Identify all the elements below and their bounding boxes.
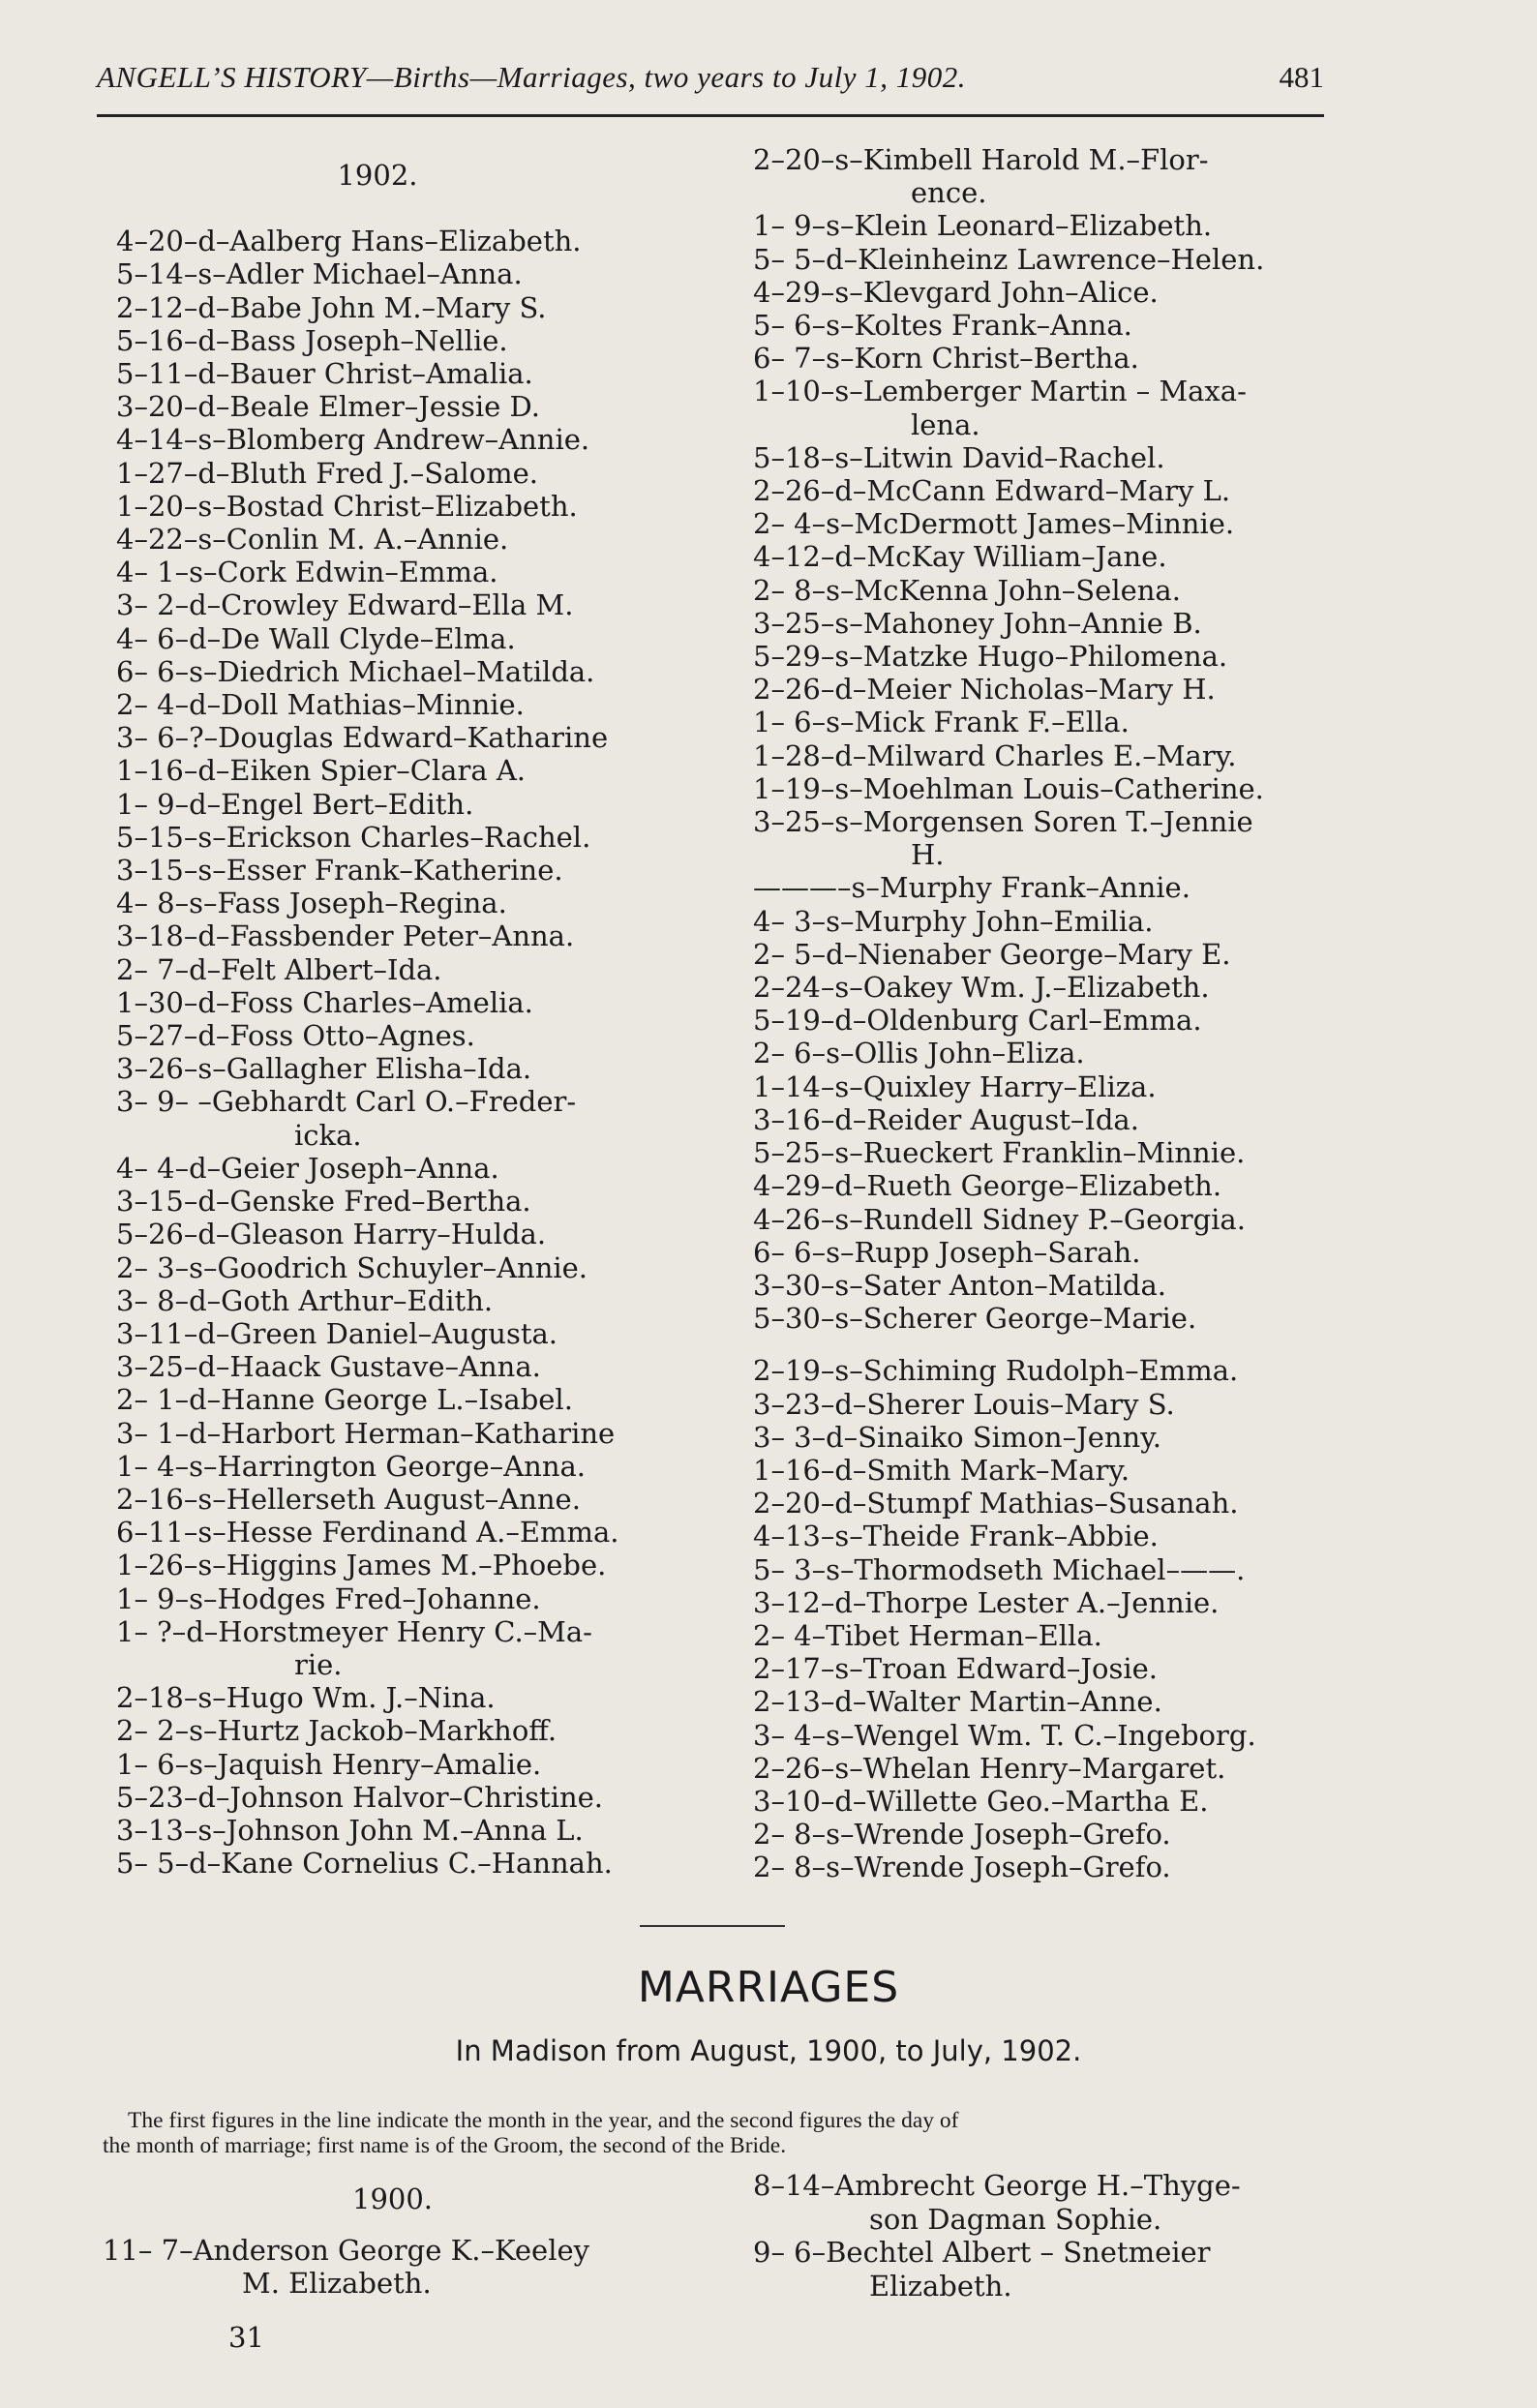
birth-entry: 5–16–d–Bass Joseph–Nellie.: [116, 323, 508, 357]
births-year-heading: 1902.: [337, 159, 418, 192]
birth-entry: 2– 4–Tibet Herman–Ella.: [753, 1618, 1102, 1652]
birth-entry: 2–26–s–Whelan Henry–Margaret.: [753, 1751, 1226, 1785]
birth-entry: 5– 3–s–Thormodseth Michael–——.: [753, 1552, 1246, 1586]
birth-entry: 3– 2–d–Crowley Edward–Ella M.: [116, 588, 574, 622]
intro-line-1: The first figures in the line indicate the month in the year, and the second figures the day of: [128, 2108, 959, 2133]
marriage-entry-continuation: M. Elizabeth.: [242, 2267, 432, 2300]
birth-entry-continuation: lena.: [911, 407, 980, 441]
marriage-entry: 9– 6–Bechtel Albert – Snetmeier: [753, 2236, 1211, 2269]
birth-entry: 4–22–s–Conlin M. A.–Annie.: [116, 523, 509, 557]
birth-entry: 3–25–s–Morgensen Soren T.–Jennie: [753, 805, 1253, 839]
birth-entry: 1–19–s–Moehlman Louis–Catherine.: [753, 771, 1264, 805]
birth-entry: 3– 6–?–Douglas Edward–Katharine: [116, 721, 609, 755]
birth-entry: 3–16–d–Reider August–Ida.: [753, 1102, 1139, 1136]
birth-entry: 3–12–d–Thorpe Lester A.–Jennie.: [753, 1585, 1220, 1619]
birth-entry: 1– 9–d–Engel Bert–Edith.: [116, 787, 474, 821]
birth-entry: 4–26–s–Rundell Sidney P.–Georgia.: [753, 1202, 1246, 1236]
marriages-right-column: [753, 2169, 1334, 2303]
birth-entry: 2– 4–s–McDermott James–Minnie.: [753, 507, 1235, 541]
birth-entry: 4–12–d–McKay William–Jane.: [753, 540, 1167, 574]
birth-entry: 3–25–d–Haack Gustave–Anna.: [116, 1350, 541, 1384]
marriage-entry-continuation: son Dagman Sophie.: [869, 2202, 1162, 2236]
births-right-column: [753, 143, 1334, 1884]
birth-entry: 5–26–d–Gleason Harry–Hulda.: [116, 1218, 547, 1251]
birth-entry-continuation: rie.: [294, 1647, 343, 1681]
page-number: 481: [1279, 60, 1324, 94]
birth-entry: 1–20–s–Bostad Christ–Elizabeth.: [116, 489, 578, 523]
signature-mark: 31: [228, 2321, 264, 2354]
birth-entry: 5–27–d–Foss Otto–Agnes.: [116, 1019, 475, 1053]
intro-line-2: the month of marriage; first name is of the Groom, the second of the Bride.: [103, 2133, 787, 2158]
birth-entry: 1– 9–s–Hodges Fred–Johanne.: [116, 1581, 541, 1615]
birth-entry: 2– 4–d–Doll Mathias–Minnie.: [116, 688, 525, 722]
birth-entry: 1–28–d–Milward Charles E.–Mary.: [753, 738, 1237, 772]
header-rule: [97, 114, 1324, 117]
birth-entry: 5–11–d–Bauer Christ–Amalia.: [116, 357, 533, 391]
birth-entry: 2– 6–s–Ollis John–Eliza.: [753, 1037, 1085, 1070]
birth-entry: 3– 8–d–Goth Arthur–Edith.: [116, 1283, 494, 1317]
birth-entry: 2–13–d–Walter Martin–Anne.: [753, 1685, 1162, 1719]
birth-entry: 1–14–s–Quixley Harry–Eliza.: [753, 1069, 1157, 1103]
birth-entry: 1– 9–s–Klein Leonard–Elizabeth.: [753, 209, 1213, 243]
birth-entry: 5–19–d–Oldenburg Carl–Emma.: [753, 1004, 1202, 1038]
birth-entry: 5–29–s–Matzke Hugo–Philomena.: [753, 640, 1228, 674]
birth-entry: 3–11–d–Green Daniel–Augusta.: [116, 1316, 558, 1350]
birth-entry: 3–26–s–Gallagher Elisha–Ida.: [116, 1052, 532, 1086]
birth-entry: 4–29–d–Rueth George–Elizabeth.: [753, 1169, 1222, 1203]
marriages-year-heading: 1900.: [352, 2182, 434, 2215]
birth-entry: 2– 8–s–Wrende Joseph–Grefo.: [753, 1818, 1171, 1851]
running-title: ANGELL’S HISTORY—Births—Marriages, two years to July 1, 1902.: [97, 60, 966, 94]
births-left-column: [116, 143, 697, 1880]
birth-entry: 5–23–d–Johnson Halvor–Christine.: [116, 1780, 604, 1814]
birth-entry: 4–20–d–Aalberg Hans–Elizabeth.: [116, 225, 582, 258]
birth-entry: 1–30–d–Foss Charles–Amelia.: [116, 985, 533, 1019]
birth-entry: 2–26–d–Meier Nicholas–Mary H.: [753, 673, 1216, 707]
birth-entry: 2–18–s–Hugo Wm. J.–Nina.: [116, 1681, 496, 1715]
birth-entry: 3– 9– –Gebhardt Carl O.–Freder-: [116, 1085, 577, 1119]
birth-entry-continuation: icka.: [294, 1118, 362, 1152]
birth-entry: 2–17–s–Troan Edward–Josie.: [753, 1652, 1158, 1686]
birth-entry: 2– 8–s–McKenna John–Selena.: [753, 573, 1181, 607]
marriages-subtitle: In Madison from August, 1900, to July, 1902.: [455, 2034, 1082, 2067]
birth-entry-continuation: ence.: [911, 176, 987, 210]
birth-entry: 1– 4–s–Harrington George–Anna.: [116, 1449, 587, 1483]
birth-entry: 2–19–s–Schiming Rudolph–Emma.: [753, 1354, 1239, 1388]
birth-entry: 3–13–s–Johnson John M.–Anna L.: [116, 1813, 584, 1847]
birth-entry: 3–10–d–Willette Geo.–Martha E.: [753, 1784, 1209, 1818]
birth-entry: 3–30–s–Sater Anton–Matilda.: [753, 1268, 1166, 1302]
birth-entry: 3–15–s–Esser Frank–Katherine.: [116, 854, 563, 888]
birth-entry: 3–15–d–Genske Fred–Bertha.: [116, 1185, 531, 1219]
birth-entry: 3–23–d–Sherer Louis–Mary S.: [753, 1387, 1175, 1421]
birth-entry: 2–20–d–Stumpf Mathias–Susanah.: [753, 1487, 1239, 1520]
birth-entry: 2–26–d–McCann Edward–Mary L.: [753, 474, 1231, 508]
page-header: [97, 60, 1324, 106]
birth-entry: 6–11–s–Hesse Ferdinand A.–Emma.: [116, 1516, 619, 1550]
birth-entry: 3– 4–s–Wengel Wm. T. C.–Ingeborg.: [753, 1718, 1256, 1752]
marriages-title: MARRIAGES: [637, 1963, 900, 2012]
birth-entry: 5–30–s–Scherer George–Marie.: [753, 1302, 1197, 1336]
birth-entry: 2–16–s–Hellerseth August–Anne.: [116, 1482, 581, 1516]
birth-entry: 1–26–s–Higgins James M.–Phoebe.: [116, 1549, 607, 1582]
section-divider: [640, 1925, 785, 1927]
marriage-entry: 8–14–Ambrecht George H.–Thyge-: [753, 2169, 1241, 2202]
birth-entry: 5–18–s–Litwin David–Rachel.: [753, 440, 1165, 474]
marriages-intro-note: [103, 2108, 1324, 2158]
birth-entry: 4– 1–s–Cork Edwin–Emma.: [116, 556, 498, 589]
birth-entry: 2– 2–s–Hurtz Jackob–Markhoff.: [116, 1714, 558, 1748]
birth-entry: 5–14–s–Adler Michael–Anna.: [116, 257, 523, 291]
birth-entry: 1–10–s–Lemberger Martin – Maxa-: [753, 375, 1247, 408]
birth-entry-continuation: H.: [911, 838, 945, 872]
birth-entry: 4– 8–s–Fass Joseph–Regina.: [116, 887, 507, 920]
birth-entry: ———–s–Murphy Frank–Annie.: [753, 871, 1190, 905]
birth-entry: 3–20–d–Beale Elmer–Jessie D.: [116, 390, 540, 424]
birth-entry: 6– 6–s–Rupp Joseph–Sarah.: [753, 1235, 1141, 1269]
birth-entry: 2– 1–d–Hanne George L.–Isabel.: [116, 1383, 573, 1417]
birth-entry: 3–18–d–Fassbender Peter–Anna.: [116, 919, 575, 953]
birth-entry: 1– 6–s–Jaquish Henry–Amalie.: [116, 1747, 542, 1781]
birth-entry: 2–12–d–Babe John M.–Mary S.: [116, 290, 547, 324]
birth-entry: 5–15–s–Erickson Charles–Rachel.: [116, 820, 591, 854]
birth-entry: 3– 1–d–Harbort Herman–Katharine: [116, 1416, 616, 1450]
birth-entry: 2– 3–s–Goodrich Schuyler–Annie.: [116, 1250, 588, 1284]
birth-entry: 1– 6–s–Mick Frank F.–Ella.: [753, 706, 1130, 739]
birth-entry: 5–25–s–Rueckert Franklin–Minnie.: [753, 1136, 1246, 1170]
birth-entry: 3– 3–d–Sinaiko Simon–Jenny.: [753, 1420, 1161, 1454]
birth-entry: 3–25–s–Mahoney John–Annie B.: [753, 606, 1202, 640]
birth-entry: 1–27–d–Bluth Fred J.–Salome.: [116, 456, 539, 490]
birth-entry: 2– 8–s–Wrende Joseph–Grefo.: [753, 1851, 1171, 1884]
birth-entry: 2– 5–d–Nienaber George–Mary E.: [753, 937, 1231, 971]
birth-entry: 4–29–s–Klevgard John–Alice.: [753, 275, 1159, 309]
birth-entry: 4–14–s–Blomberg Andrew–Annie.: [116, 423, 590, 457]
entry-gap: [753, 1335, 1334, 1354]
birth-entry: 2–24–s–Oakey Wm. J.–Elizabeth.: [753, 971, 1210, 1005]
marriage-entry: 11– 7–Anderson George K.–Keeley: [103, 2233, 590, 2267]
birth-entry: 5– 6–s–Koltes Frank–Anna.: [753, 309, 1132, 343]
marriages-left-column: [103, 2169, 703, 2301]
birth-entry: 5– 5–d–Kane Cornelius C.–Hannah.: [116, 1847, 613, 1881]
marriage-entry-continuation: Elizabeth.: [869, 2269, 1012, 2303]
birth-entry: 2– 7–d–Felt Albert–Ida.: [116, 952, 442, 986]
birth-entry: 6– 7–s–Korn Christ–Bertha.: [753, 342, 1139, 376]
birth-entry: 1–16–d–Smith Mark–Mary.: [753, 1453, 1130, 1487]
birth-entry: 4– 6–d–De Wall Clyde–Elma.: [116, 621, 516, 655]
birth-entry: 5– 5–d–Kleinheinz Lawrence–Helen.: [753, 242, 1265, 276]
birth-entry: 4– 4–d–Geier Joseph–Anna.: [116, 1151, 499, 1185]
birth-entry: 4–13–s–Theide Frank–Abbie.: [753, 1520, 1159, 1553]
birth-entry: 6– 6–s–Diedrich Michael–Matilda.: [116, 654, 595, 688]
birth-entry: 4– 3–s–Murphy John–Emilia.: [753, 904, 1154, 938]
birth-entry: 2–20–s–Kimbell Harold M.–Flor-: [753, 143, 1209, 176]
birth-entry: 1–16–d–Eiken Spier–Clara A.: [116, 754, 527, 788]
birth-entry: 1– ?–d–Horstmeyer Henry C.–Ma-: [116, 1614, 592, 1648]
